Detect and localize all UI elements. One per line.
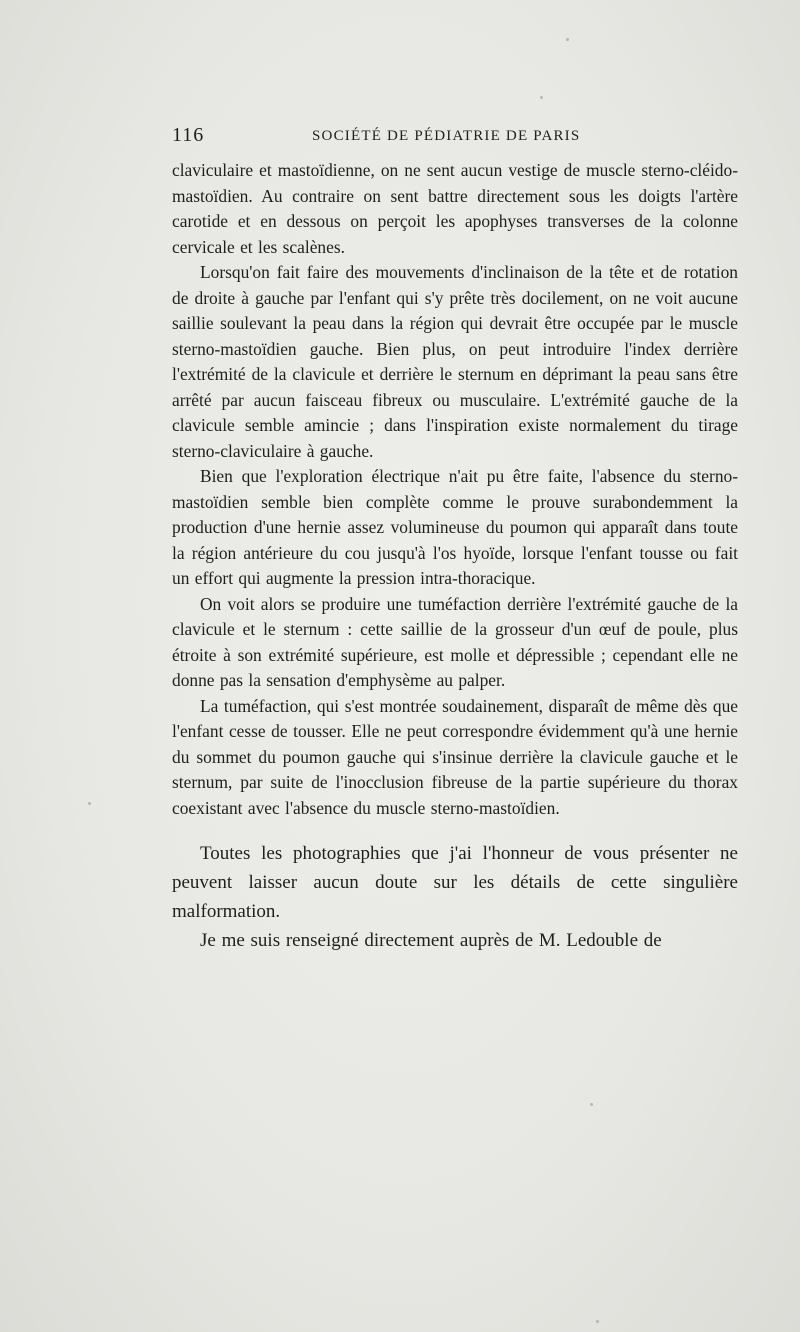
paragraph-2: Lorsqu'on fait faire des mouvements d'inclinaison de la tête et de rotation de droite à gauche par l'enfant qui s'y prête très docilement, on ne voit aucune saillie soulevant la peau dans la région qui devrait être occupée par le muscle sterno-mastoïdien gauche. Bien plus, on peut introduire l'index derrière l'extrémité de la clavicule et derrière le sternum en déprimant la peau sans être arrêté par aucun faisceau fibreux ou musculaire. L'extrémité gauche de la clavicule semble amincie ; dans l'inspiration existe normalement du tirage sterno-claviculaire à gauche. <box>172 262 738 461</box>
closing-paragraph-2: Je me suis renseigné directement auprès de M. Ledouble de <box>200 930 662 951</box>
paragraph-3: Bien que l'exploration électrique n'ait pu être faite, l'absence du sterno-mastoïdien semble bien complète comme le prouve surabondemment la production d'une hernie assez volumineuse du poumon qui apparaît dans toute la région antérieure du cou jusqu'à l'os hyoïde, lorsque l'enfant tousse ou fait un effort qui augmente la pression intra-thoracique. <box>172 466 738 588</box>
closing-paragraph-1: Toutes les photographies que j'ai l'honneur de vous présenter ne peuvent laisser aucun doute sur les détails de cette singulière malformation. <box>172 843 738 922</box>
body-text <box>172 158 738 955</box>
dust-speck <box>566 38 569 41</box>
dust-speck <box>540 96 543 99</box>
page-header <box>172 124 738 150</box>
dust-speck <box>88 802 91 805</box>
paragraph-5: La tuméfaction, qui s'est montrée soudainement, disparaît de même dès que l'enfant cesse de tousser. Elle ne peut correspondre évidemment qu'à une hernie du sommet du poumon gauche qui s'insinue derrière la clavicule gauche et le sternum, par suite de l'inocclusion fibreuse de la partie supérieure du thorax coexistant avec l'absence du muscle sterno-mastoïdien. <box>172 695 738 818</box>
dust-speck <box>590 1103 593 1106</box>
dust-speck <box>596 1320 599 1323</box>
running-title: SOCIÉTÉ DE PÉDIATRIE DE PARIS <box>312 128 581 144</box>
page-number: 116 <box>172 124 205 146</box>
paragraph-4: On voit alors se produire une tuméfaction derrière l'extrémité gauche de la clavicule et le sternum : cette saillie de la grosseur d'un œuf de poule, plus étroite à son extrémité supérieure, est molle et dépressible ; cependant elle ne donne pas la sensation d'emphysème au palper. <box>172 593 738 690</box>
section-break <box>172 821 738 839</box>
paragraph-1: claviculaire et mastoïdienne, on ne sent aucun vestige de muscle sterno-cléido-mastoïdien. Au contraire on sent battre directement sous les doigts l'artère carotide et en dessous on perçoit les apophyses transverses de la colonne cervicale et les scalènes. <box>172 160 738 257</box>
